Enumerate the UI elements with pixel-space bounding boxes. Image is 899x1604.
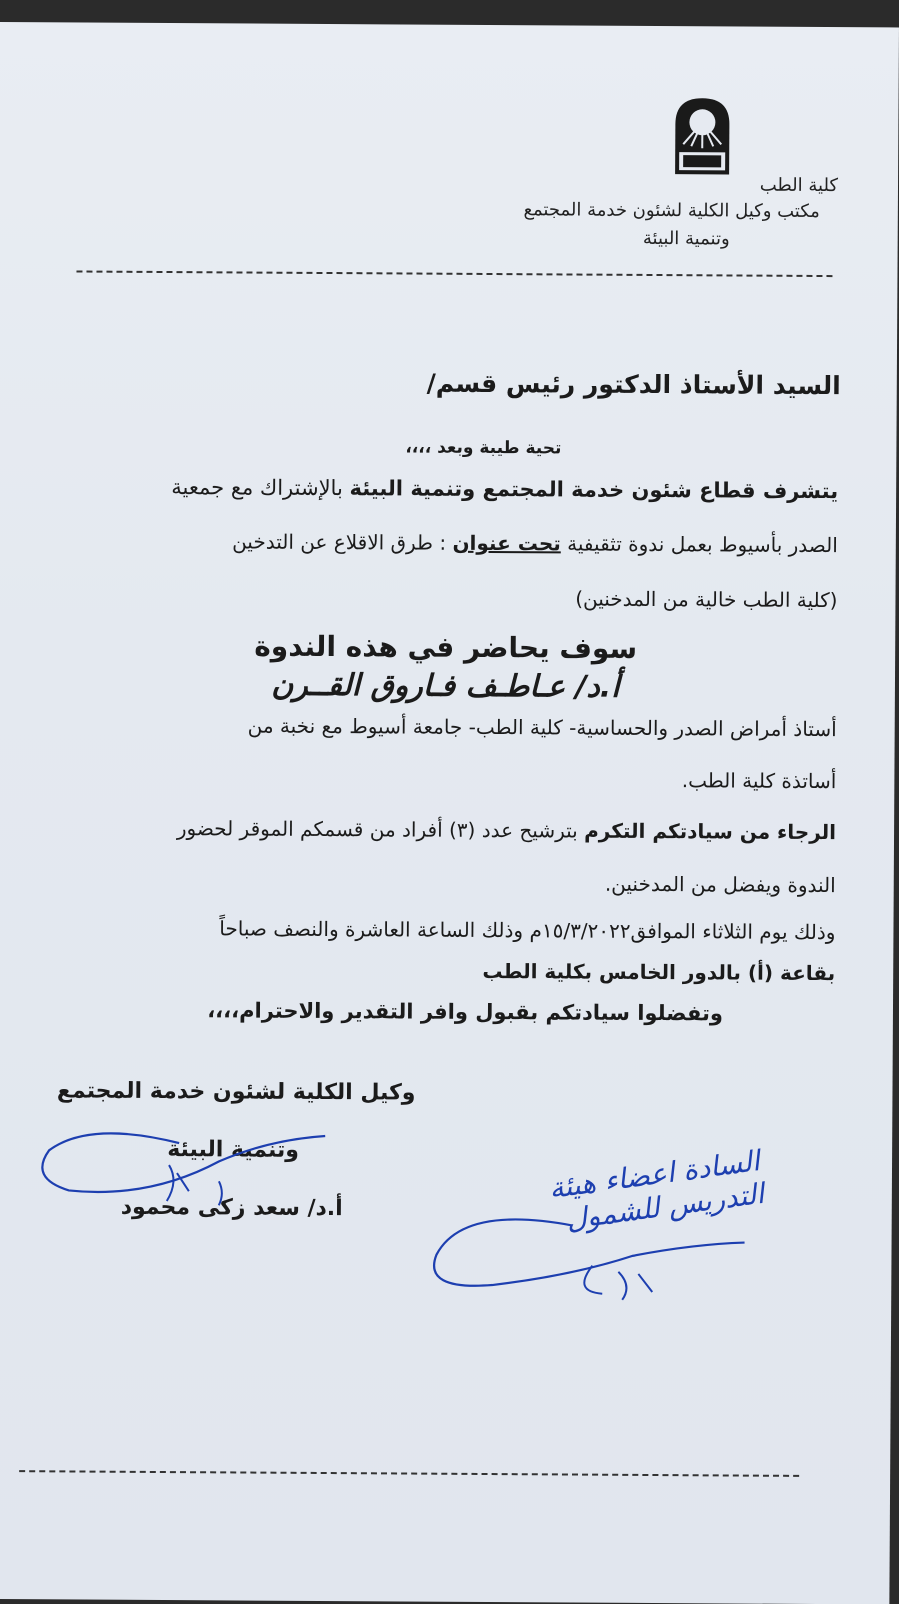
- office-name: مكتب وكيل الكلية لشئون خدمة المجتمع: [400, 196, 820, 225]
- paragraph-line-2: [65, 528, 838, 557]
- paragraph-line-1: [65, 474, 838, 503]
- closing-line: وتفضلوا سيادتكم بقبول وافر التقدير والاحترام،،،،: [62, 997, 723, 1025]
- paragraph-line-1-bold: يتشرف قطاع شئون خدمة المجتمع وتنمية البيئة: [349, 476, 838, 503]
- signatory-name: أ.د/ سعد زكى محمود: [83, 1195, 343, 1222]
- letter-page: [0, 22, 899, 1604]
- date-time-line: وذلك يوم الثلاثاء الموافق١٥/٣/٢٠٢٢م وذلك الساعة العاشرة والنصف صباحاً: [50, 915, 835, 944]
- lecturer-title-line-1: أستاذ أمراض الصدر والحساسية- كلية الطب- جامعة أسيوط مع نخبة من: [64, 712, 837, 741]
- request-rest: بترشيح عدد (٣) أفراد من قسمكم الموقر لحضور: [177, 816, 584, 842]
- paragraph-line-1-rest: بالإشتراك مع جمعية: [171, 475, 349, 500]
- paragraph-line-2-start: الصدر بأسيوط بعمل ندوة تثقيفية: [561, 531, 838, 557]
- office-name-line2: وتنمية البيئة: [530, 225, 730, 252]
- request-line-1: [63, 815, 836, 844]
- addressee: السيد الأستاذ الدكتور رئيس قسم/: [241, 367, 841, 400]
- footer-divider: [19, 1470, 799, 1477]
- lecturer-title-line-2: أساتذة كلية الطب.: [63, 764, 836, 793]
- paragraph-line-2-rest: : طرق الاقلاع عن التدخين: [232, 529, 453, 554]
- handwritten-note: السادة اعضاء هيئة التدريس للشمول: [460, 1144, 766, 1249]
- lecturer-name: أ.د/ عـاطـف فـاروق القــرن: [0, 666, 895, 706]
- lecturer-intro: سوف يحاضر في هذه الندوة: [0, 628, 895, 666]
- university-logo-icon: [669, 94, 735, 176]
- venue-line: بقاعة (أ) بالدور الخامس بكلية الطب: [62, 956, 835, 985]
- signature-mark: [29, 1120, 350, 1232]
- signatory-title-line2: وتنمية البيئة: [133, 1137, 333, 1163]
- topic-label: تحت عنوان: [452, 531, 561, 556]
- faculty-name: كلية الطب: [418, 171, 838, 200]
- signatory-title: وكيل الكلية لشئون خدمة المجتمع: [15, 1078, 415, 1105]
- request-line-2: الندوة ويفضل من المدخنين.: [63, 868, 836, 897]
- header-divider: [76, 270, 832, 277]
- signature-mark-right: [422, 1195, 763, 1317]
- request-bold: الرجاء من سيادتكم التكرم: [584, 819, 836, 845]
- seminar-title: (كلية الطب خالية من المدخنين): [64, 583, 837, 612]
- greeting: تحية طيبة وبعد ،،،،: [405, 437, 561, 458]
